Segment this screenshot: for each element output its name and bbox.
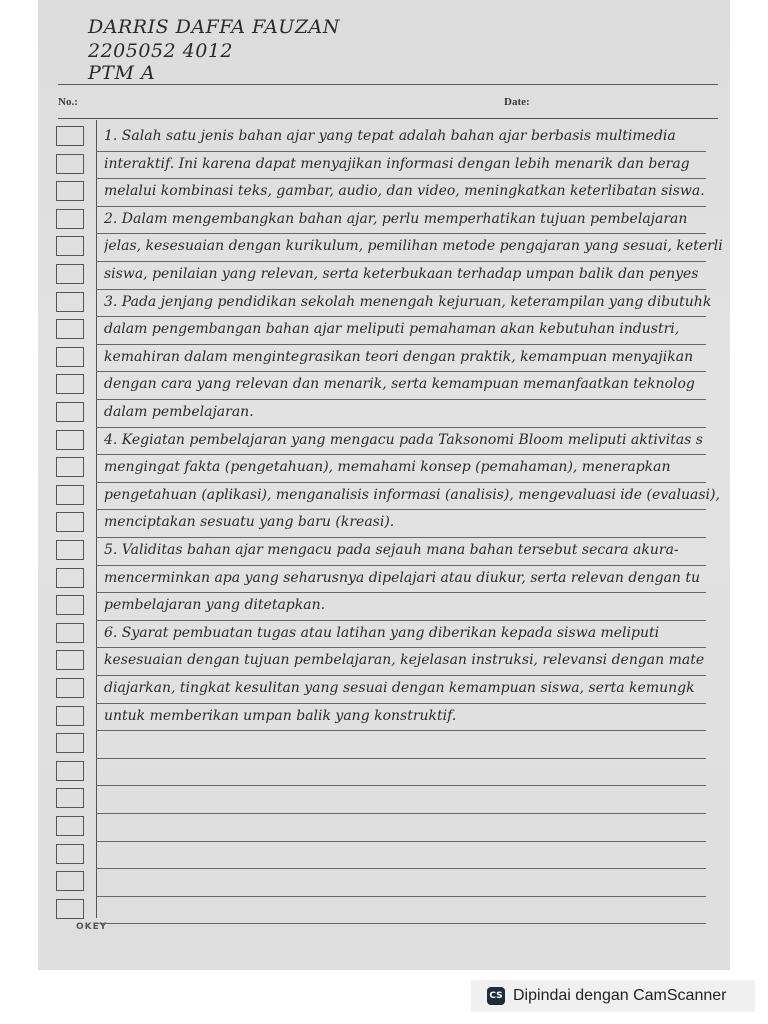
checklist-box[interactable] bbox=[56, 374, 84, 394]
checklist-box[interactable] bbox=[56, 209, 84, 229]
handwritten-line: menciptakan sesuatu yang baru (kreasi). bbox=[104, 514, 395, 531]
scanner-badge-text: Dipindai dengan CamScanner bbox=[513, 987, 727, 1004]
handwritten-line: 4. Kegiatan pembelajaran yang mengacu pada Taksonomi Bloom meliputi aktivitas s bbox=[104, 431, 703, 448]
ruled-line bbox=[96, 730, 706, 731]
handwritten-line: 2. Dalam mengembangkan bahan ajar, perlu memperhatikan tujuan pembelajaran bbox=[104, 210, 688, 227]
ruled-line bbox=[96, 675, 706, 676]
checklist-box[interactable] bbox=[56, 844, 84, 864]
ruled-line bbox=[96, 454, 706, 455]
student-name: DARRIS DAFFA FAUZAN bbox=[88, 16, 340, 38]
ruled-line bbox=[96, 841, 706, 842]
checklist-box[interactable] bbox=[56, 264, 84, 284]
checklist-box[interactable] bbox=[56, 319, 84, 339]
ruled-line bbox=[96, 344, 706, 345]
ruled-line bbox=[96, 206, 706, 207]
scanner-badge bbox=[471, 980, 755, 1012]
ruled-line bbox=[96, 233, 706, 234]
ruled-line bbox=[96, 620, 706, 621]
checklist-box[interactable] bbox=[56, 457, 84, 477]
checklist-box[interactable] bbox=[56, 623, 84, 643]
ruled-line bbox=[96, 371, 706, 372]
checklist-box[interactable] bbox=[56, 126, 84, 146]
checklist-box[interactable] bbox=[56, 402, 84, 422]
handwritten-line: 6. Syarat pembuatan tugas atau latihan yang diberikan kepada siswa meliputi bbox=[104, 624, 660, 641]
ruled-line bbox=[96, 427, 706, 428]
date-rule bbox=[58, 118, 718, 119]
handwritten-line: untuk memberikan umpan balik yang konstruktif. bbox=[104, 707, 457, 724]
handwritten-line: dalam pembelajaran. bbox=[104, 404, 254, 420]
handwritten-line: 5. Validitas bahan ajar mengacu pada sejauh mana bahan tersebut secara akura- bbox=[104, 542, 679, 558]
handwritten-line: melalui kombinasi teks, gambar, audio, dan video, meningkatkan keterlibatan siswa. bbox=[104, 183, 705, 200]
handwritten-line: pembelajaran yang ditetapkan. bbox=[104, 597, 326, 614]
checklist-box[interactable] bbox=[56, 761, 84, 781]
date-label: Date: bbox=[504, 96, 530, 108]
ruled-line bbox=[96, 647, 706, 648]
handwritten-line: mencerminkan apa yang seharusnya dipelajari atau diukur, serta relevan dengan tu bbox=[104, 569, 701, 586]
ruled-line bbox=[96, 896, 706, 897]
checklist-box[interactable] bbox=[56, 788, 84, 808]
ruled-line bbox=[96, 151, 706, 152]
checklist-box[interactable] bbox=[56, 678, 84, 698]
checklist-box[interactable] bbox=[56, 540, 84, 560]
handwritten-line: diajarkan, tingkat kesulitan yang sesuai dengan kemampuan siswa, serta kemungk bbox=[104, 680, 695, 696]
handwritten-line: jelas, kesesuaian dengan kurikulum, pemilihan metode pengajaran yang sesuai, keterli bbox=[104, 238, 723, 255]
ruled-line bbox=[96, 482, 706, 483]
handwritten-line: 3. Pada jenjang pendidikan sekolah menengah kejuruan, keterampilan yang dibutuhk bbox=[104, 293, 712, 310]
notebook-sheet bbox=[38, 0, 730, 970]
header-rule bbox=[58, 84, 718, 85]
ruled-line bbox=[96, 868, 706, 869]
checklist-box[interactable] bbox=[56, 595, 84, 615]
checklist-box[interactable] bbox=[56, 347, 84, 367]
checklist-box[interactable] bbox=[56, 430, 84, 450]
ruled-line bbox=[96, 509, 706, 510]
class-name: PTM A bbox=[88, 62, 156, 84]
checklist-box[interactable] bbox=[56, 154, 84, 174]
paper-brand: OKEY bbox=[76, 922, 108, 932]
margin-line bbox=[96, 120, 97, 918]
handwritten-line: 1. Salah satu jenis bahan ajar yang tepat adalah bahan ajar berbasis multimedia bbox=[104, 128, 676, 144]
ruled-line bbox=[96, 261, 706, 262]
checklist-box[interactable] bbox=[56, 706, 84, 726]
checklist-box[interactable] bbox=[56, 236, 84, 256]
ruled-line bbox=[96, 399, 706, 400]
checklist-box[interactable] bbox=[56, 871, 84, 891]
checklist-box[interactable] bbox=[56, 650, 84, 670]
handwritten-line: siswa, penilaian yang relevan, serta keterbukaan terhadap umpan balik dan penyes bbox=[104, 266, 699, 282]
checklist-box[interactable] bbox=[56, 733, 84, 753]
ruled-line bbox=[96, 813, 706, 814]
handwritten-line: dalam pengembangan bahan ajar meliputi pemahaman akan kebutuhan industri, bbox=[104, 321, 680, 338]
checklist-box[interactable] bbox=[56, 568, 84, 588]
ruled-line bbox=[96, 316, 706, 317]
handwritten-line: kemahiran dalam mengintegrasikan teori dengan praktik, kemampuan menyajikan bbox=[104, 348, 694, 365]
handwritten-line: kesesuaian dengan tujuan pembelajaran, kejelasan instruksi, relevansi dengan mate bbox=[104, 652, 705, 669]
camscanner-icon: CS bbox=[487, 987, 505, 1005]
ruled-line bbox=[96, 758, 706, 759]
checklist-box[interactable] bbox=[56, 485, 84, 505]
checklist-box[interactable] bbox=[56, 512, 84, 532]
checklist-box[interactable] bbox=[56, 899, 84, 919]
student-id: 2205052 4012 bbox=[88, 40, 234, 62]
handwritten-line: pengetahuan (aplikasi), menganalisis informasi (analisis), mengevaluasi ide (evaluasi), bbox=[104, 486, 720, 503]
handwritten-line: mengingat fakta (pengetahuan), memahami konsep (pemahaman), menerapkan bbox=[104, 459, 671, 476]
ruled-line bbox=[96, 565, 706, 566]
handwritten-line: interaktif. Ini karena dapat menyajikan informasi dengan lebih menarik dan berag bbox=[104, 155, 690, 172]
ruled-line bbox=[96, 923, 706, 924]
checklist-box[interactable] bbox=[56, 816, 84, 836]
ruled-line bbox=[96, 289, 706, 290]
ruled-line bbox=[96, 592, 706, 593]
ruled-line bbox=[96, 537, 706, 538]
no-label: No.: bbox=[58, 96, 78, 108]
checklist-box[interactable] bbox=[56, 292, 84, 312]
checklist-box[interactable] bbox=[56, 181, 84, 201]
ruled-line bbox=[96, 785, 706, 786]
ruled-line bbox=[96, 178, 706, 179]
ruled-line bbox=[96, 703, 706, 704]
handwritten-line: dengan cara yang relevan dan menarik, serta kemampuan memanfaatkan teknolog bbox=[104, 376, 695, 393]
